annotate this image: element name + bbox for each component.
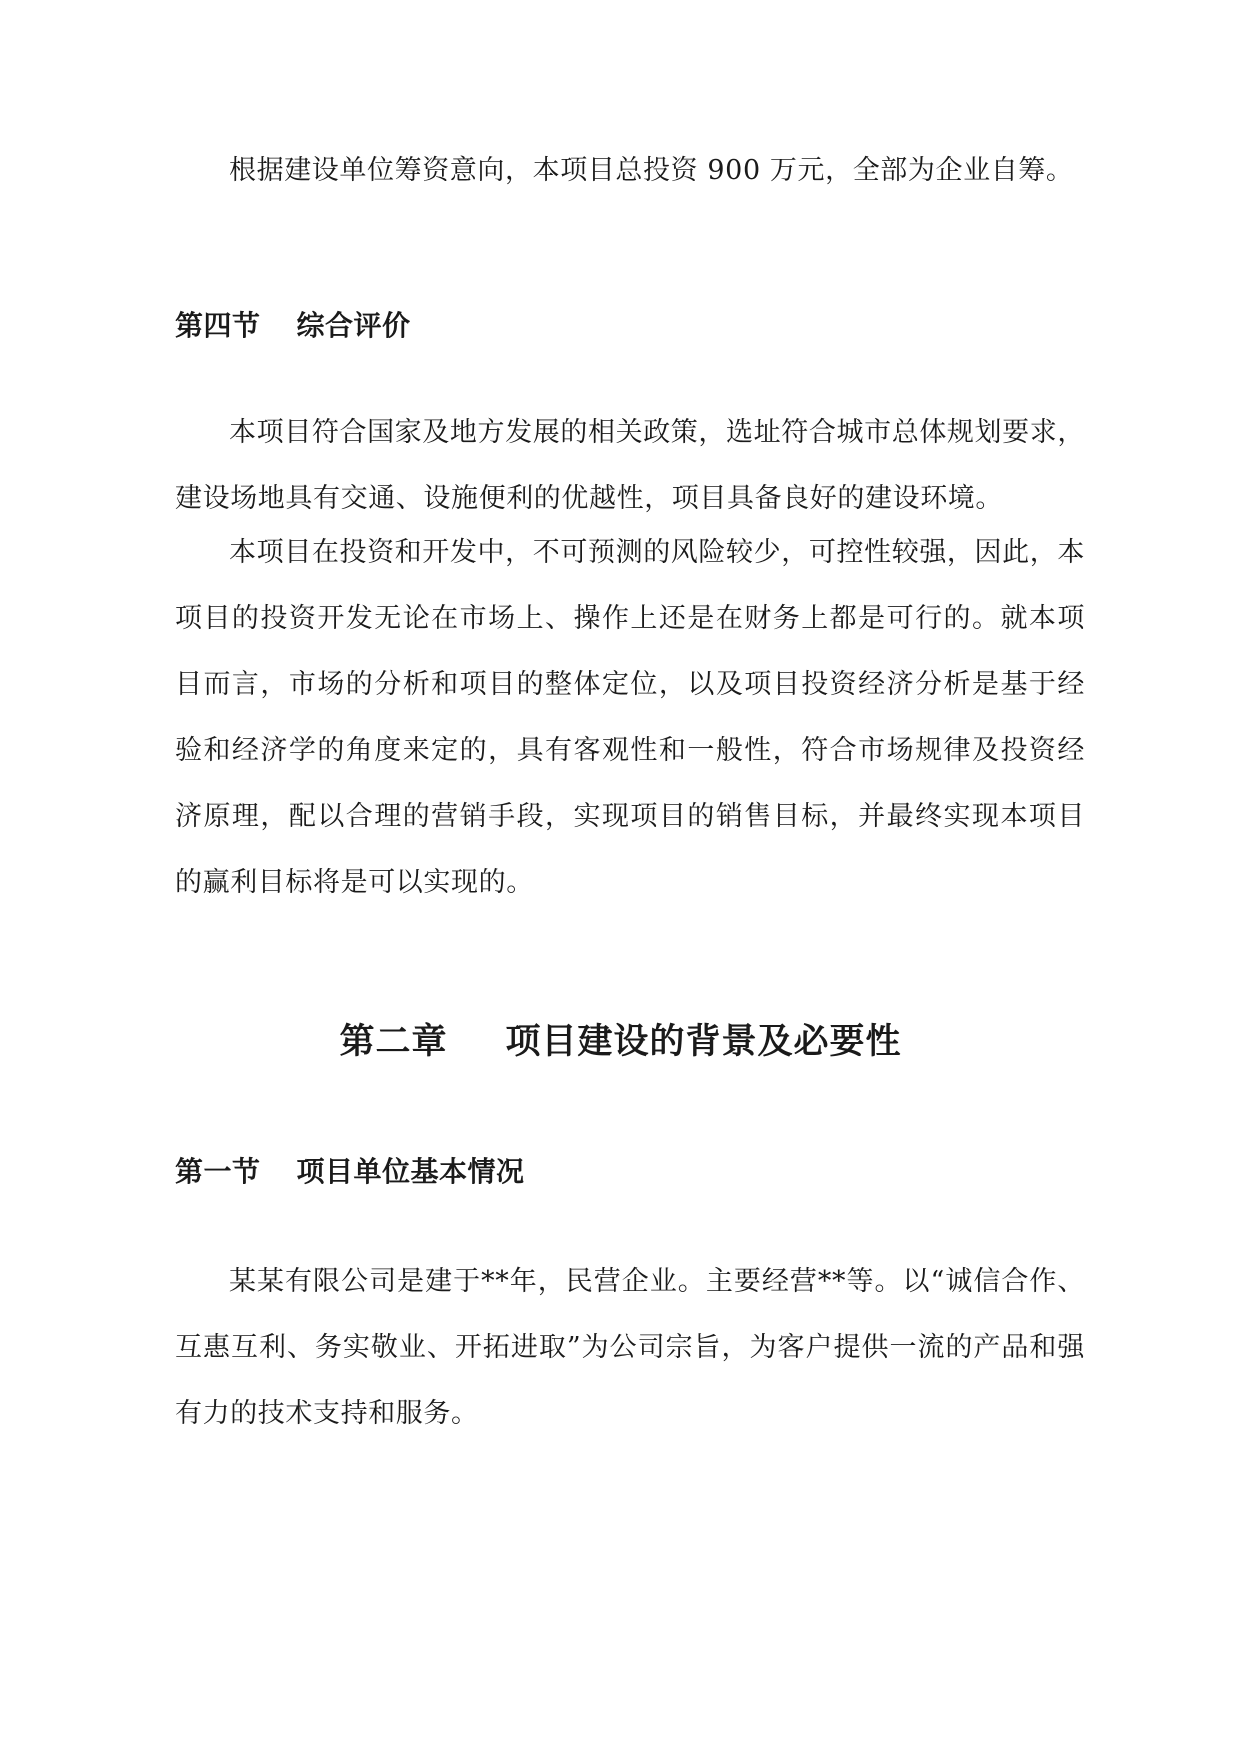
evaluation-paragraph-2: 本项目在投资和开发中，不可预测的风险较少，可控性较强，因此，本项目的投资开发无论在市场上、操作上还是在财务上都是可行的。就本项目而言，市场的分析和项目的整体定位，以及项目投资经济分析是基于经验和经济学的角度来定的，具有客观性和一般性，符合市场规律及投资经济原理，配以合理的营销手段，实现项目的销售目标，并最终实现本项目的赢利目标将是可以实现的。 — [175, 537, 1085, 898]
section-number: 第四节 — [175, 309, 261, 342]
company-intro-paragraph: 某某有限公司是建于**年，民营企业。主要经营**等。以“诚信合作、互惠互利、务实敬业、开拓进取”为公司宗旨，为客户提供一流的产品和强有力的技术支持和服务。 — [175, 1266, 1085, 1429]
chapter-heading — [0, 1017, 1241, 1067]
evaluation-paragraph-1: 本项目符合国家及地方发展的相关政策，选址符合城市总体规划要求，建设场地具有交通、设施便利的优越性，项目具备良好的建设环境。 — [175, 417, 1085, 514]
section-number: 第一节 — [175, 1155, 261, 1188]
section-title: 项目单位基本情况 — [296, 1155, 525, 1188]
section-heading-company-info — [175, 1152, 525, 1192]
chapter-number: 第二章 — [339, 1022, 448, 1062]
section-heading-comprehensive-evaluation — [175, 306, 411, 346]
chapter-title: 项目建设的背景及必要性 — [505, 1022, 902, 1062]
funding-paragraph: 根据建设单位筹资意向，本项目总投资 900 万元，全部为企业自筹。 — [229, 155, 1074, 186]
section-title: 综合评价 — [296, 309, 411, 342]
